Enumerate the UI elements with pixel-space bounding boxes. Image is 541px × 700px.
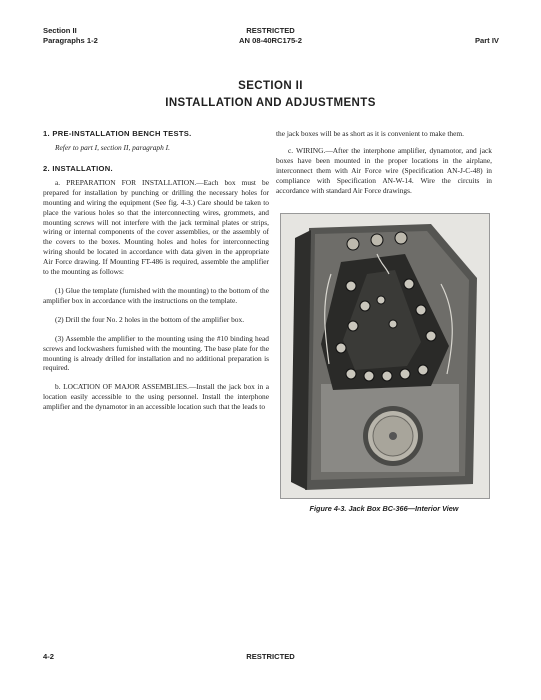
header-center [0, 26, 541, 46]
page-number: 4-2 [43, 652, 54, 661]
footer-restricted: RESTRICTED [246, 652, 295, 661]
header-part: Part IV [474, 36, 499, 45]
step-1: (1) Glue the template (furnished with the mounting) to the bottom of the amplifier box in accordance with the instructions on the template. [43, 285, 269, 305]
header-restricted: RESTRICTED [246, 26, 295, 35]
paragraph-refer: Refer to part I, section II, paragraph I. [55, 143, 170, 152]
paragraph-location: b. LOCATION OF MAJOR ASSEMBLIES.—Install the jack box in a location easily accessible to the using personnel. Install the interphone amplifier and the dynamotor in an accessible location such that the leads to [43, 382, 269, 412]
paragraph-preparation: a. PREPARATION FOR INSTALLATION.—Each box must be prepared for installation by punching or drilling the necessary holes for mounting and wiring the equipment (See fig. 4-3.) Care should be taken to place the various holes so that the interconnecting wires, grommets, and mounting screws will not interfere with the jack terminal plates or strips, wiring or internal components of the cover assemblies, or the assembly of the covers to the boxes. Mounting holes and holes for interconnecting wiring should be located in accordance with data given in the appropriate Air Force drawing. If Mounting FT-486 is required, assemble the amplifier to the mounting as follows: [43, 177, 269, 277]
header-paragraphs: Paragraphs 1-2 [43, 36, 98, 45]
heading-pre-installation: 1. PRE-INSTALLATION BENCH TESTS. [43, 129, 192, 138]
right-column [276, 129, 492, 195]
figure-caption: Figure 4-3. Jack Box BC-366—Interior View [309, 504, 459, 513]
header-section: Section II [43, 26, 77, 35]
heading-installation: 2. INSTALLATION. [43, 163, 113, 173]
step-3: (3) Assemble the amplifier to the mounting using the #10 binding head screws and lockwashers furnished with the mounting. The base plate for the mounting is already drilled for installation and no additional preparation is required. [43, 333, 269, 373]
jack-box-photo [280, 213, 490, 499]
jack-box-illustration [281, 214, 489, 498]
paragraph-wiring: c. WIRING.—After the interphone amplifier, dynamotor, and jack boxes have been mounted in the proper locations in the airplane, interconnect them with Air Force wire (Specification AN-J-C-48) in compliance with Specification AN-W-14. Wire the circuits in accordance with standard Air Force drawings. [276, 145, 492, 195]
left-column [43, 129, 269, 412]
header-doc-number: AN 08-40RC175-2 [239, 36, 302, 45]
step-2: (2) Drill the four No. 2 holes in the bottom of the amplifier box. [55, 314, 245, 324]
section-number: SECTION II [238, 80, 303, 92]
section-title: INSTALLATION AND ADJUSTMENTS [165, 97, 376, 109]
paragraph-continued: the jack boxes will be as short as it is convenient to make them. [276, 129, 465, 138]
